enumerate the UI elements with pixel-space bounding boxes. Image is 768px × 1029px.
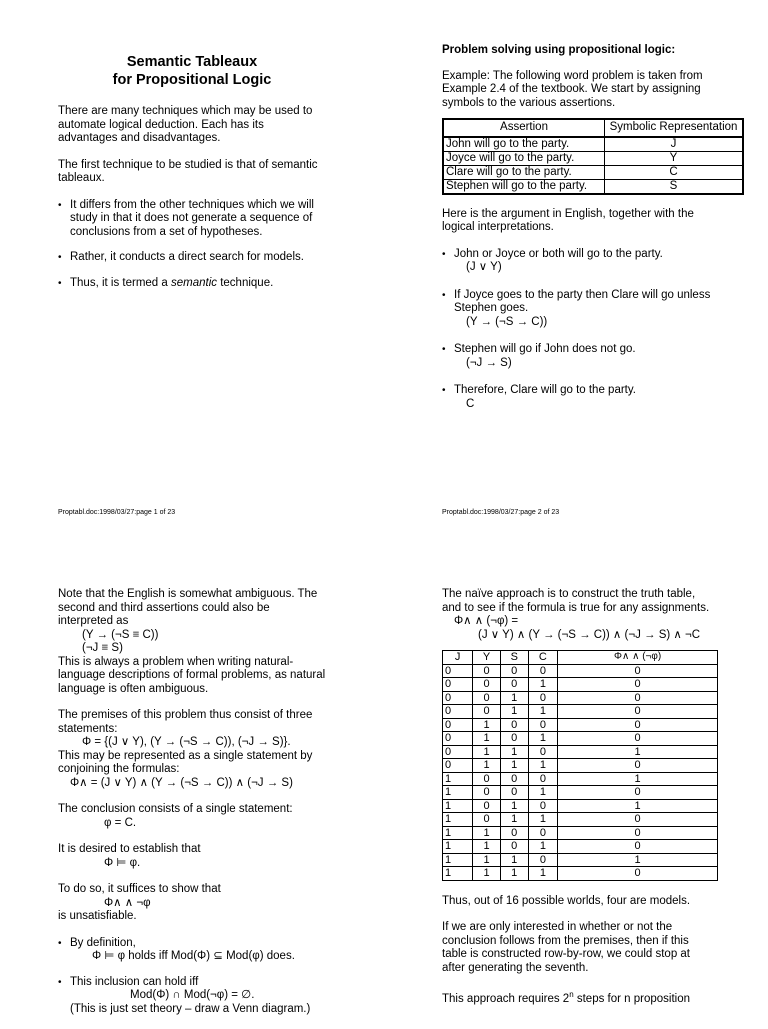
table-row: [443, 759, 718, 773]
formula: (¬J ≡ S): [82, 642, 123, 654]
table-row: [443, 151, 743, 165]
table-cell: 0: [528, 772, 558, 786]
table-cell: 1: [473, 826, 501, 840]
table-row: [443, 165, 743, 179]
table-row: [443, 179, 743, 194]
table-cell: 0: [558, 840, 718, 854]
table-header-row: [443, 651, 718, 665]
table-cell: 0: [473, 691, 501, 705]
page-1: [58, 0, 358, 303]
column-header: Y: [473, 651, 501, 665]
table-row: [443, 840, 718, 854]
table-row: [443, 786, 718, 800]
assertion-cell: John will go to the party.: [443, 137, 605, 152]
premise-formula: (¬J → S): [466, 356, 512, 369]
assertion-cell: Joyce will go to the party.: [443, 151, 605, 165]
table-cell: 0: [558, 691, 718, 705]
premise-formula: (J ∨ Y): [466, 261, 502, 273]
steps-paragraph: [442, 988, 742, 1006]
table-cell: 1: [500, 759, 528, 773]
definition-list: [58, 937, 326, 1017]
table-cell: 0: [558, 813, 718, 827]
table-cell: 0: [528, 691, 558, 705]
text: This approach requires 2: [442, 992, 570, 1005]
symbol-cell: C: [605, 165, 744, 179]
table-cell: 1: [443, 786, 473, 800]
table-cell: 0: [473, 678, 501, 692]
table-cell: 1: [500, 705, 528, 719]
table-cell: 0: [528, 745, 558, 759]
list-item: [442, 384, 712, 411]
table-cell: 0: [473, 705, 501, 719]
table-cell: 0: [558, 678, 718, 692]
intro-paragraph: There are many techniques which may be used to automate logical deduction. Each has its advantages and disadvantages.: [58, 105, 313, 144]
formula: (J ∨ Y) ∧ (Y → (¬S → C)) ∧ (¬J → S) ∧ ¬C: [478, 628, 701, 641]
table-row: [443, 813, 718, 827]
table-cell: 1: [528, 705, 558, 719]
table-cell: 0: [500, 840, 528, 854]
page-3: [58, 588, 358, 1029]
table-cell: 0: [473, 664, 501, 678]
table-cell: 1: [443, 772, 473, 786]
table-cell: 0: [443, 732, 473, 746]
table-cell: 1: [528, 732, 558, 746]
column-header: C: [528, 651, 558, 665]
table-cell: 0: [558, 705, 718, 719]
table-cell: 1: [473, 867, 501, 881]
table-cell: 1: [528, 813, 558, 827]
table-cell: 1: [473, 853, 501, 867]
column-header: J: [443, 651, 473, 665]
table-cell: 0: [558, 826, 718, 840]
table-cell: 1: [443, 867, 473, 881]
table-cell: 0: [528, 718, 558, 732]
table-cell: 1: [473, 840, 501, 854]
table-cell: 1: [443, 799, 473, 813]
list-item: [442, 248, 712, 275]
table-cell: 1: [528, 786, 558, 800]
table-cell: 0: [528, 826, 558, 840]
table-cell: 0: [500, 732, 528, 746]
text: steps for n proposition: [573, 992, 691, 1005]
note-text: (This is just set theory – draw a Venn diagram.): [70, 1002, 311, 1015]
list-item: [58, 937, 326, 964]
table-row: [443, 718, 718, 732]
table-cell: 0: [443, 691, 473, 705]
text: technique.: [217, 276, 274, 289]
table-row: [443, 826, 718, 840]
table-row: [443, 691, 718, 705]
premise-formula: (Y → (¬S → C)): [466, 315, 548, 328]
table-cell: 1: [473, 732, 501, 746]
table-row: [443, 678, 718, 692]
superscript: n: [569, 990, 574, 999]
title-line-1: Semantic Tableaux: [126, 54, 258, 70]
conjoin-paragraph: This may be represented as a single statement by conjoining the formulas:: [58, 749, 313, 775]
premise-text: • Stephen will go if John does not go.: [454, 343, 636, 355]
formula: Φ ⊨ φ.: [104, 856, 141, 869]
table-cell: 0: [443, 718, 473, 732]
ambiguity-note: This is always a problem when writing natural-language descriptions of formal problems, as natural language is often ambiguous.: [58, 655, 326, 695]
table-cell: 1: [443, 826, 473, 840]
table-cell: 0: [443, 705, 473, 719]
definition-text: • By definition,: [70, 936, 136, 949]
table-cell: 0: [500, 772, 528, 786]
truth-table: [442, 650, 718, 881]
table-cell: 1: [528, 678, 558, 692]
symbol-cell: J: [605, 137, 744, 152]
table-row: [443, 853, 718, 867]
list-item: [442, 289, 712, 330]
premise-text: • If Joyce goes to the party then Clare will go unless Stephen goes.: [454, 288, 711, 314]
table-cell: 1: [500, 867, 528, 881]
table-row: [443, 705, 718, 719]
table-cell: 1: [443, 853, 473, 867]
page-title: [58, 53, 326, 89]
table-cell: 1: [558, 853, 718, 867]
page-2: [442, 0, 742, 424]
conclusion-formula: C: [466, 397, 475, 410]
naive-paragraph: The naïve approach is to construct the truth table, and to see if the formula is true for any assignments.: [442, 588, 710, 614]
table-cell: 1: [528, 759, 558, 773]
table-cell: 0: [558, 732, 718, 746]
truth-table-body: [443, 664, 718, 880]
table-cell: 0: [500, 678, 528, 692]
table-cell: 1: [500, 691, 528, 705]
table-row: [443, 867, 718, 881]
table-row: [443, 137, 743, 152]
table-cell: 1: [558, 772, 718, 786]
table-cell: 1: [443, 840, 473, 854]
formula: Mod(Φ) ∩ Mod(¬φ) = ∅.: [130, 989, 255, 1001]
table-row: [443, 799, 718, 813]
example-intro: Example: The following word problem is taken from Example 2.4 of the textbook. We start by assigning symbols to the various assertions.: [442, 69, 703, 109]
table-cell: 1: [500, 745, 528, 759]
establish-paragraph: It is desired to establish that: [58, 843, 201, 855]
table-cell: 0: [558, 759, 718, 773]
table-cell: 1: [500, 813, 528, 827]
symbol-cell: S: [605, 179, 744, 194]
assertion-cell: Stephen will go to the party.: [443, 179, 605, 194]
table-cell: 1: [558, 799, 718, 813]
formula: Φ∧ ∧ (¬φ) =: [454, 615, 519, 627]
ambiguity-paragraph: Note that the English is somewhat ambiguous. The second and third assertions could also be interpreted as: [58, 588, 318, 627]
table-cell: 1: [500, 853, 528, 867]
assertion-table: [442, 118, 744, 195]
formula: Φ∧ = (J ∨ Y) ∧ (Y → (¬S → C)) ∧ (¬J → S): [70, 776, 293, 789]
section-heading: Problem solving using propositional logic:: [442, 44, 676, 56]
column-header: Assertion: [443, 119, 605, 137]
table-row: [443, 732, 718, 746]
table-cell: 0: [500, 664, 528, 678]
table-cell: 0: [443, 678, 473, 692]
table-cell: 0: [500, 786, 528, 800]
table-cell: 0: [473, 799, 501, 813]
table-cell: 0: [443, 759, 473, 773]
column-header: S: [500, 651, 528, 665]
table-cell: 0: [500, 826, 528, 840]
page-footer: Proptabl.doc:1998/03/27:page 2 of 23: [442, 509, 560, 516]
table-cell: 0: [558, 786, 718, 800]
table-cell: 0: [500, 718, 528, 732]
page-4: [442, 588, 742, 1019]
list-item: • It differs from the other techniques which we will study in that it does not generate a sequence of conclusions from a set of hypotheses.: [58, 199, 326, 240]
definition-text: • This inclusion can hold iff: [70, 975, 199, 988]
premises-paragraph: The premises of this problem thus consist of three statements:: [58, 709, 313, 735]
table-cell: 0: [528, 853, 558, 867]
symbol-cell: Y: [605, 151, 744, 165]
premise-text: • John or Joyce or both will go to the party.: [454, 247, 663, 260]
table-cell: 1: [558, 745, 718, 759]
table-cell: 0: [558, 867, 718, 881]
table-row: [443, 664, 718, 678]
table-cell: 1: [528, 840, 558, 854]
bullet-list: [58, 199, 326, 291]
table-cell: 0: [528, 664, 558, 678]
formula: Φ∧ ∧ ¬φ: [104, 896, 151, 909]
unsatisfiable-paragraph: is unsatisfiable.: [58, 910, 137, 922]
emphasis: semantic: [170, 276, 218, 289]
suffices-paragraph: To do so, it suffices to show that: [58, 883, 221, 895]
table-cell: 0: [528, 799, 558, 813]
table-cell: 0: [443, 664, 473, 678]
text: Thus, it is termed a: [70, 276, 171, 289]
formula: (Y → (¬S ≡ C)): [82, 628, 159, 641]
models-paragraph: Thus, out of 16 possible worlds, four are models.: [442, 894, 691, 907]
formula: Φ = {(J ∨ Y), (Y → (¬S → C)), (¬J → S)}.: [82, 736, 291, 748]
technique-paragraph: The first technique to be studied is that of semantic tableaux.: [58, 158, 318, 184]
table-cell: 0: [473, 813, 501, 827]
list-item: [58, 277, 326, 291]
table-cell: 1: [473, 759, 501, 773]
column-header: Φ∧ ∧ (¬φ): [558, 651, 718, 665]
table-row: [443, 745, 718, 759]
table-cell: 0: [558, 664, 718, 678]
list-item: [442, 343, 712, 370]
stop-paragraph: If we are only interested in whether or not the conclusion follows from the premises, then if this table is constructed row-by-row, we could stop at after generating the seventh.: [442, 921, 691, 974]
formula: φ = C.: [104, 816, 137, 829]
column-header: Symbolic Representation: [605, 119, 744, 137]
table-row: [443, 772, 718, 786]
table-cell: 1: [500, 799, 528, 813]
argument-intro: Here is the argument in English, together with the logical interpretations.: [442, 207, 694, 233]
conclusion-paragraph: The conclusion consists of a single statement:: [58, 803, 293, 815]
argument-list: [442, 248, 712, 412]
table-cell: 1: [473, 745, 501, 759]
table-cell: 0: [473, 786, 501, 800]
table-cell: 1: [443, 813, 473, 827]
conclusion-text: • Therefore, Clare will go to the party.: [454, 384, 636, 396]
assertion-cell: Clare will go to the party.: [443, 165, 605, 179]
table-cell: 0: [473, 772, 501, 786]
list-item: [58, 976, 326, 1017]
title-line-2: for Propositional Logic: [112, 72, 272, 88]
table-cell: 1: [528, 867, 558, 881]
table-cell: 1: [473, 718, 501, 732]
formula: Φ ⊨ φ holds iff Mod(Φ) ⊆ Mod(φ) does.: [92, 950, 295, 962]
list-item: • Rather, it conducts a direct search for models.: [58, 251, 326, 265]
table-cell: 0: [443, 745, 473, 759]
page-footer: Proptabl.doc:1998/03/27:page 1 of 23: [58, 509, 176, 516]
table-cell: 0: [558, 718, 718, 732]
